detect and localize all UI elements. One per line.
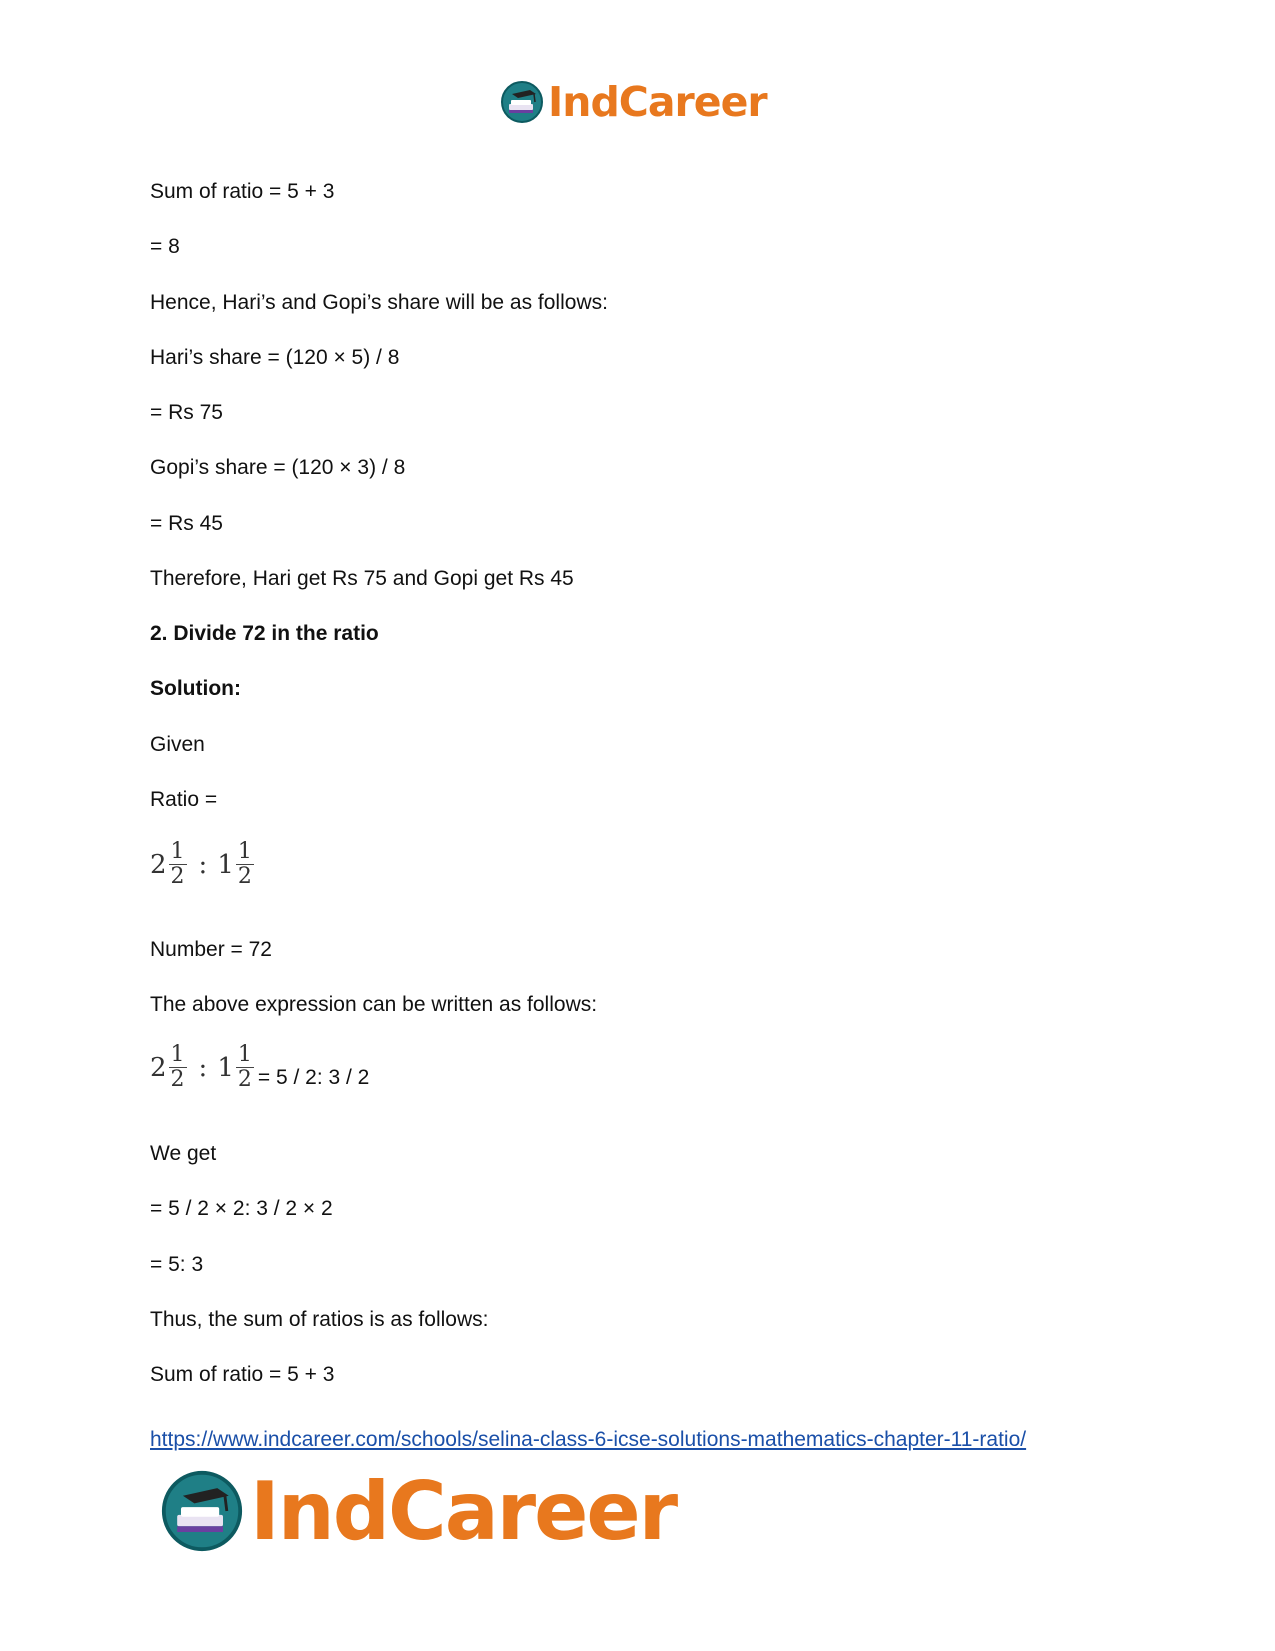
mixed-number: 2 $\frac{1}{2}$ [150,1042,185,1092]
text-line: Hari’s share = (120 × 5) / 8 [150,346,400,369]
text-line: Given [150,733,205,756]
text-line: Sum of ratio = 5 + 3 [150,180,335,203]
ratio-expression: 2 $\frac{1}{2}$ : 1 $\frac{1}{2}$ [150,840,256,889]
mixed-number: 1 $\frac{1}{2}$ [217,839,252,889]
text-line: Gopi’s share = (120 × 3) / 8 [150,456,406,479]
text-line: = Rs 75 [150,401,223,424]
ratio-expression-rewritten: 2 $\frac{1}{2}$ : 1 $\frac{1}{2}$ = 5 / 2: 3 / 2 [150,1042,370,1092]
text-line: Hence, Hari’s and Gopi’s share will be as follows: [150,291,608,314]
logo-wordmark: IndCareer [250,1464,677,1558]
text-line: = Rs 45 [150,512,223,535]
text-line: Therefore, Hari get Rs 75 and Gopi get Rs 45 [150,567,574,590]
text-line: Sum of ratio = 5 + 3 [150,1363,335,1386]
footer-logo [160,1466,676,1556]
text-line: = 5 / 2 × 2: 3 / 2 × 2 [150,1197,333,1220]
fraction: $\frac{1}{2}$ [170,839,185,889]
mixed-number: 1 $\frac{1}{2}$ [217,1042,252,1092]
question-heading: 2. Divide 72 in the ratio [150,622,379,645]
fraction: $\frac{1}{2}$ [237,1042,252,1092]
text-line: We get [150,1142,217,1165]
fraction: $\frac{1}{2}$ [170,1042,185,1092]
solution-label: Solution: [150,677,241,700]
text-line: Thus, the sum of ratios is as follows: [150,1308,489,1331]
text-line: = 5: 3 [150,1253,204,1276]
text-line: The above expression can be written as follows: [150,993,598,1016]
logo-wordmark: IndCareer [548,78,767,126]
text-line: Number = 72 [150,938,272,961]
graduation-cap-book-globe-icon [500,80,544,124]
mixed-number: 2 $\frac{1}{2}$ [150,839,185,889]
text-line: Ratio = [150,788,218,811]
fraction: $\frac{1}{2}$ [237,839,252,889]
text-line: = 8 [150,235,180,258]
header-logo [500,78,767,126]
source-url-link[interactable]: https://www.indcareer.com/schools/selina-class-6-icse-solutions-mathematics-chapter-11-ratio/ [150,1428,1027,1451]
graduation-cap-book-globe-icon [160,1469,244,1553]
expression-result: = 5 / 2: 3 / 2 [257,1066,370,1089]
